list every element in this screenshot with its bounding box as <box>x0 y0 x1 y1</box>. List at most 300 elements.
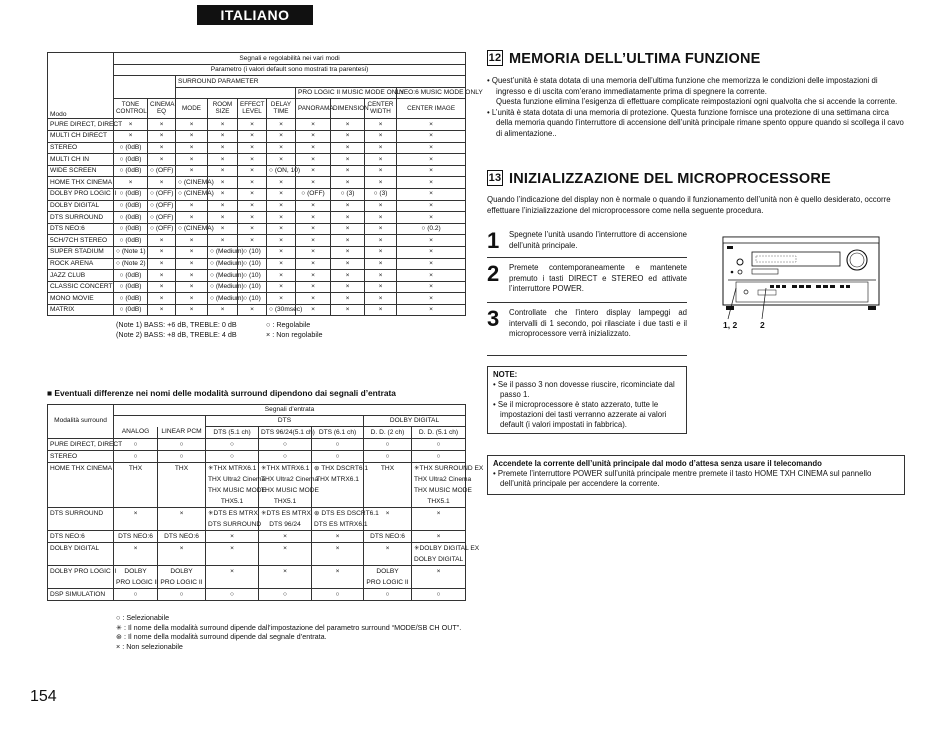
table2-value-cell <box>412 542 480 565</box>
table1-value-cell: × <box>331 223 365 235</box>
table2-row <box>48 438 466 450</box>
table1-value-cell: × <box>148 177 176 189</box>
table1-value-cell: × <box>238 177 267 189</box>
table2-value-line: ○ <box>283 452 287 460</box>
table2-value-cell <box>412 438 466 450</box>
table2-value-line: THX <box>380 464 395 472</box>
table1-value-cell: × <box>238 304 267 316</box>
table1-value-cell: × <box>296 246 331 258</box>
table1-value-cell: × <box>208 223 238 235</box>
section-13-title-text: INIZIALIZZAZIONE DEL MICROPROCESSORE <box>509 171 831 187</box>
table2-legend-item: ⊛ : Il nome della modalità surround dipende dal segnale d’entrata. <box>116 632 327 642</box>
table1-value-cell: ○ (Medium) <box>208 258 238 270</box>
table2-column-header: DTS 96/24(5.1 ch) <box>259 427 312 438</box>
table1-column-header: TONE CONTROL <box>114 99 148 119</box>
table1-value-cell: ○ (OFF) <box>148 200 176 212</box>
table2-value-cell <box>206 507 262 530</box>
table2-value-cell <box>364 462 412 507</box>
table1-value-cell: × <box>238 142 267 154</box>
table1-value-cell: × <box>267 246 296 258</box>
table2-mode-cell: DOLBY DIGITAL <box>48 542 114 565</box>
table1-value-cell: ○ (0dB) <box>114 188 148 200</box>
table2-value-line: DTS 96/24 <box>269 520 301 528</box>
table2-value-line: THX5.1 <box>273 497 297 505</box>
table1-value-cell: × <box>331 142 365 154</box>
table1-value-cell: × <box>365 281 397 293</box>
table2-value-line: × <box>335 532 340 540</box>
table2-value-cell <box>158 588 206 600</box>
table2-value-line: ○ <box>133 440 138 448</box>
step-1-text: Spegnete l’unità usando l’interruttore di accensione dell’unità principale. <box>509 230 687 250</box>
table2-value-line: × <box>133 544 138 552</box>
table1-row <box>48 212 466 224</box>
table2-value-line: × <box>335 567 340 575</box>
table2-value-cell <box>364 588 412 600</box>
table2-value-cell <box>259 565 312 588</box>
table1-value-cell: ○ (CINEMA) <box>176 223 208 235</box>
table2-column-header: ANALOG <box>114 427 158 438</box>
table1-value-cell: × <box>296 119 331 131</box>
table1-value-cell: × <box>397 142 466 154</box>
device-label-power: 1, 2 <box>723 320 738 330</box>
table1-mode-cell: HOME THX CINEMA <box>48 177 114 189</box>
table2-value-line: THX <box>174 464 189 472</box>
table2-value-cell <box>312 507 379 530</box>
table1-corner <box>48 76 114 88</box>
table2-value-line: × <box>283 532 287 540</box>
table1-value-cell: ○ (0dB) <box>114 212 148 224</box>
table1-value-cell: × <box>331 281 365 293</box>
table2-value-line: DOLBY DIGITAL <box>414 555 464 563</box>
table1-value-cell: × <box>176 142 208 154</box>
table1-value-cell: × <box>331 212 365 224</box>
power-on-title: Accendete la corrente dell’unità principale dal modo d’attesa senza usare il telecomando <box>493 459 822 468</box>
table1-value-cell: × <box>114 130 148 142</box>
table1-value-cell: × <box>397 130 466 142</box>
table1-mode-cell: ROCK ARENA <box>48 258 114 270</box>
table1-value-cell: × <box>148 304 176 316</box>
note-box <box>487 366 687 434</box>
table1-value-cell: × <box>208 304 238 316</box>
table2-value-cell <box>364 450 412 462</box>
table2-value-cell <box>312 450 364 462</box>
section-13-title <box>487 170 831 187</box>
table2-value-cell <box>412 588 466 600</box>
table2-value-cell <box>312 588 364 600</box>
table1-value-cell: × <box>296 293 331 305</box>
table2-value-line: THX5.1 <box>427 497 450 505</box>
table1-column-header: ROOM SIZE <box>208 99 238 119</box>
section-12-body <box>487 76 905 140</box>
table1-row <box>48 177 466 189</box>
table1-value-cell: × <box>114 177 148 189</box>
table2-value-line: DOLBY <box>124 567 147 575</box>
table2-value-cell <box>114 565 158 588</box>
table1-header-row <box>48 87 466 99</box>
table2-input-header: Segnali d’entrata <box>114 405 466 416</box>
table1-value-cell: × <box>148 258 176 270</box>
table2-value-line: ⊛ THX DSCRT6.1 <box>314 464 369 472</box>
table1-value-cell: × <box>397 119 466 131</box>
table1-value-cell: × <box>176 200 208 212</box>
table1-value-cell: × <box>397 304 466 316</box>
table1-value-cell: × <box>365 212 397 224</box>
table2-mode-cell: STEREO <box>48 450 114 462</box>
table1-value-cell: × <box>365 154 397 166</box>
table1-value-cell: × <box>397 270 466 282</box>
table1-mode-cell: MULTI CH IN <box>48 154 114 166</box>
table1-value-cell: × <box>267 119 296 131</box>
table1-value-cell: × <box>267 258 296 270</box>
table1-main-header: Segnali e regolabilità nei vari modi <box>114 53 466 65</box>
table2-legend-item: × : Non selezionabile <box>116 641 183 651</box>
table1-value-cell: × <box>331 293 365 305</box>
table2-value-line: DTS ES MTRX6.1 <box>314 520 368 528</box>
table1-value-cell: × <box>267 281 296 293</box>
table1-column-header: CENTER WIDTH <box>365 99 397 119</box>
table2-value-cell <box>259 438 312 450</box>
table2-value-cell <box>259 450 312 462</box>
step-divider <box>487 355 687 356</box>
table2-value-cell <box>158 542 206 565</box>
table2-mode-cell: DOLBY PRO LOGIC II <box>48 565 114 588</box>
table1-value-cell: ○ (Medium) <box>208 246 238 258</box>
table1-value-cell: × <box>238 119 267 131</box>
table2-value-line: × <box>179 509 184 517</box>
table1-mode-header: Modo <box>48 99 114 119</box>
table1-value-cell: ○ (0dB) <box>114 281 148 293</box>
table2-value-line: THX MUSIC MODE <box>261 486 319 494</box>
table1-column-header: DELAY TIME <box>267 99 296 119</box>
table1-value-cell: ○ (3) <box>365 188 397 200</box>
table1-row <box>48 304 466 316</box>
table1-value-cell: × <box>176 119 208 131</box>
step-1-number: 1 <box>487 228 500 253</box>
table1-value-cell: ○ (Medium) <box>208 281 238 293</box>
table1-value-cell: × <box>176 258 208 270</box>
table1-value-cell: × <box>296 235 331 247</box>
table1-mode-cell: CLASSIC CONCERT <box>48 281 114 293</box>
table2-value-line: ○ <box>230 590 234 598</box>
table2-value-cell <box>259 588 312 600</box>
table1-mode-cell: DTS NEO:6 <box>48 223 114 235</box>
table2-header-row <box>48 405 466 416</box>
table1-value-cell: × <box>148 119 176 131</box>
table1-value-cell: × <box>176 246 208 258</box>
table2-value-line: ✳THX MTRX6.1 <box>208 464 257 472</box>
table1-value-cell: ○ (OFF) <box>148 188 176 200</box>
table1-mode-cell: DTS SURROUND <box>48 212 114 224</box>
table2-value-line: ○ <box>283 590 287 598</box>
table2-legend <box>116 613 461 651</box>
table1-value-cell: ○ (OFF) <box>148 223 176 235</box>
table1-value-cell: × <box>208 188 238 200</box>
table1-mode-cell: STEREO <box>48 142 114 154</box>
table2-value-line: × <box>283 544 287 552</box>
table1-value-cell: × <box>331 304 365 316</box>
table2-value-line: THX Ultra2 Cinema <box>208 475 266 483</box>
table2-value-line: DTS NEO:6 <box>164 532 199 540</box>
table2-value-line: THX MUSIC MODE <box>414 486 472 494</box>
table1-value-cell: × <box>267 293 296 305</box>
table1-value-cell: × <box>176 235 208 247</box>
table1-row <box>48 200 466 212</box>
table2-value-line: ○ <box>335 440 340 448</box>
table1-value-cell: ○ (Note 1) <box>114 246 148 258</box>
table2-column-header: D. D. (2 ch) <box>364 427 412 438</box>
table2-value-line: ✳DOLBY DIGITAL EX <box>414 544 480 552</box>
table2-value-line: ✳THX MTRX6.1 <box>261 464 310 472</box>
table1-value-cell: × <box>267 130 296 142</box>
note-item-1: • Se il passo 3 non dovesse riuscire, ricominciate dal passo 1. <box>493 380 675 399</box>
table2-value-line: ○ <box>179 440 184 448</box>
section-12-title-text: MEMORIA DELL’ULTIMA FUNZIONE <box>509 51 761 67</box>
table2-value-line: ○ <box>335 590 340 598</box>
table2-value-cell <box>206 438 259 450</box>
table2-value-line: × <box>230 544 234 552</box>
table1-value-cell: ○ (10) <box>238 293 267 305</box>
table2-value-line: ✳DTS ES MTRX <box>261 509 311 517</box>
table2-value-line: × <box>230 532 234 540</box>
table1-value-cell: ○ (10) <box>238 281 267 293</box>
table1-value-cell: × <box>148 235 176 247</box>
table1-value-cell: × <box>238 165 267 177</box>
page-number: 154 <box>30 688 57 705</box>
table1-neo-header: NEO:6 MUSIC MODE ONLY <box>397 87 466 99</box>
table1-row <box>48 223 466 235</box>
table2-value-line: × <box>335 544 340 552</box>
table1-blank-header <box>114 87 176 99</box>
table1-value-cell: × <box>208 177 238 189</box>
table1-corner <box>48 53 114 65</box>
table1-mode-cell: JAZZ CLUB <box>48 270 114 282</box>
table2-value-line: × <box>283 567 287 575</box>
table1-value-cell: × <box>296 142 331 154</box>
device-label-buttons: 2 <box>760 320 765 330</box>
table1-value-cell: × <box>331 154 365 166</box>
table1-value-cell: × <box>238 154 267 166</box>
table1-surround-header: SURROUND PARAMETER <box>176 76 466 88</box>
table1-header-row <box>48 64 466 76</box>
table1-row <box>48 270 466 282</box>
table2-value-line: THX Ultra2 Cinema <box>261 475 319 483</box>
table1-mode-cell: DOLBY DIGITAL <box>48 200 114 212</box>
table1-value-cell: × <box>397 165 466 177</box>
table2-value-cell <box>312 565 364 588</box>
table2-value-cell <box>259 507 312 530</box>
table1-value-cell: ○ (0dB) <box>114 142 148 154</box>
section-13-intro: Quando l’indicazione del display non è normale o quando il funzionamento dell’unità non è quello desiderato, occorre effettuare l’inizializzazione del microprocessore come nella seguente procedura. <box>487 195 891 215</box>
table2-value-cell <box>158 462 206 507</box>
table1-row <box>48 188 466 200</box>
table2-value-line: THX MTRX6.1 <box>316 475 359 483</box>
table2-value-cell <box>158 438 206 450</box>
table2-legend-item: ✳ : Il nome della modalità surround dipende dall’impostazione del parametro surround “MODE/SB CH OUT”. <box>116 622 462 632</box>
table2-row <box>48 542 466 565</box>
table1-column-header-row <box>48 99 466 119</box>
step-divider <box>487 257 687 258</box>
table2-value-line: THX Ultra2 Cinema <box>414 475 472 483</box>
table1-value-cell: × <box>296 177 331 189</box>
table2-legend-item: ○ : Selezionabile <box>116 613 170 622</box>
table1-value-cell: × <box>331 130 365 142</box>
table2-value-cell <box>412 507 466 530</box>
step-divider <box>487 302 687 303</box>
table2-mode-cell: DTS NEO:6 <box>48 530 114 542</box>
table1-value-cell: × <box>365 258 397 270</box>
table1-value-cell: × <box>267 154 296 166</box>
section-12-title <box>487 50 761 67</box>
table2-value-cell <box>114 462 158 507</box>
section-12-bullet-1-cont: Questa funzione elimina l’esigenza di effettuare complicate reimpostazioni ogni qualvolta che si accende la corrente. <box>496 97 898 107</box>
table1-value-cell: × <box>331 165 365 177</box>
surround-mode-names-table <box>47 404 484 601</box>
table1-mode-cell: DOLBY PRO LOGIC II <box>48 188 114 200</box>
table1-row <box>48 142 466 154</box>
note-item-2: • Se il microprocessore è stato azzerato, tutte le impostazioni dei tasti verranno azzerate ai valori default (i valori impostati in fabbrica). <box>493 400 667 429</box>
table2-value-cell <box>206 462 266 507</box>
table2-mode-cell: DTS SURROUND <box>48 507 114 530</box>
table2-value-line: ○ <box>335 452 340 460</box>
table1-column-header: EFFECT LEVEL <box>238 99 267 119</box>
table1-value-cell: × <box>208 130 238 142</box>
table1-row <box>48 246 466 258</box>
table1-value-cell: × <box>238 188 267 200</box>
table2-value-line: ✳THX SURROUND EX <box>414 464 484 472</box>
table2-value-line: ○ <box>385 590 390 598</box>
table1-value-cell: × <box>238 212 267 224</box>
table2-value-line: ○ <box>436 590 441 598</box>
table2-value-cell <box>412 565 466 588</box>
table2-value-cell <box>158 507 206 530</box>
table1-value-cell: × <box>331 177 365 189</box>
table2-dts-header: DTS <box>206 416 364 427</box>
table1-value-cell: × <box>296 258 331 270</box>
table1-mode-cell: PURE DIRECT, DIRECT <box>48 119 114 131</box>
table1-value-cell: × <box>331 258 365 270</box>
table1-value-cell: ○ (0.2) <box>397 223 466 235</box>
step-3 <box>487 308 687 340</box>
table1-mode-cell: WIDE SCREEN <box>48 165 114 177</box>
table2-value-line: × <box>133 509 138 517</box>
table1-corner <box>48 64 114 76</box>
table1-value-cell: × <box>208 119 238 131</box>
table2-value-line: × <box>436 532 441 540</box>
table2-value-line: DTS NEO:6 <box>370 532 405 540</box>
table1-value-cell: × <box>397 235 466 247</box>
table2-value-line: × <box>385 544 390 552</box>
table1-value-cell: × <box>331 200 365 212</box>
table1-value-cell: × <box>148 281 176 293</box>
table2-column-header: DTS (5.1 ch) <box>206 427 259 438</box>
signal-adjust-table <box>47 52 483 316</box>
table2-value-cell <box>259 542 312 565</box>
table1-value-cell: × <box>365 223 397 235</box>
table1-value-cell: × <box>176 270 208 282</box>
table1-value-cell: × <box>296 281 331 293</box>
table2-value-cell <box>364 542 412 565</box>
table1-value-cell: × <box>238 235 267 247</box>
section-12-bullet-2: • L’unità è stata dotata di una memoria di protezione. Questa funzione fornisce una protezione di una settimana circa della memoria quando l’interruttore di accensione dell’unità principale rimane spento oppure quando si scollega il cavo di alimentazione.. <box>487 107 904 138</box>
table1-row <box>48 130 466 142</box>
table2-value-line: ○ <box>283 440 287 448</box>
table2-mode-cell: DSP SIMULATION <box>48 588 114 600</box>
table1-corner <box>48 87 114 99</box>
table1-value-cell: × <box>296 223 331 235</box>
table2-value-cell <box>312 462 369 507</box>
table2-value-line: × <box>230 567 234 575</box>
table2-value-line: DOLBY <box>376 567 399 575</box>
table2-value-cell <box>412 462 484 507</box>
table2-value-line: × <box>385 509 390 517</box>
table1-column-header: PANORAMA <box>296 99 331 119</box>
table1-mode-cell: MONO MOVIE <box>48 293 114 305</box>
table1-value-cell: × <box>267 188 296 200</box>
table2-value-line: PRO LOGIC II <box>116 578 159 586</box>
table1-value-cell: ○ (ON, 10) <box>267 165 296 177</box>
table2-row <box>48 565 466 588</box>
section-13-number: 13 <box>488 172 502 184</box>
table1-value-cell: × <box>397 258 466 270</box>
legend-adjustable: ○ : Regolabile <box>266 320 311 329</box>
table1-value-cell: × <box>397 246 466 258</box>
table1-value-cell: × <box>238 223 267 235</box>
table2-value-line: ⊛ DTS ES DSCRT6.1 <box>314 509 379 517</box>
table1-value-cell: × <box>296 212 331 224</box>
table2-value-cell <box>114 530 158 542</box>
table1-value-cell: ○ (Note 2) <box>114 258 148 270</box>
table1-column-header: CINEMA EQ <box>148 99 176 119</box>
table1-value-cell: × <box>267 142 296 154</box>
table1-value-cell: × <box>267 270 296 282</box>
table1-value-cell: × <box>365 293 397 305</box>
table2-value-line: ○ <box>133 590 138 598</box>
table2-value-cell <box>114 507 158 530</box>
table1-value-cell: × <box>148 246 176 258</box>
table2-value-line: × <box>436 567 441 575</box>
table1-notes <box>116 320 323 339</box>
table1-value-cell: × <box>331 246 365 258</box>
table1-value-cell: × <box>296 165 331 177</box>
table1-value-cell: × <box>267 200 296 212</box>
table2-value-line: ○ <box>179 590 184 598</box>
table2-dolby-header: DOLBY DIGITAL <box>364 416 466 427</box>
table1-value-cell: × <box>331 119 365 131</box>
table1-value-cell: ○ (0dB) <box>114 200 148 212</box>
table2-value-line: ○ <box>179 452 184 460</box>
table1-value-cell: × <box>176 293 208 305</box>
table2-value-line: ○ <box>230 440 234 448</box>
table1-value-cell: × <box>267 177 296 189</box>
table1-value-cell: ○ (OFF) <box>148 165 176 177</box>
table2-blank-header <box>114 416 206 427</box>
table1-value-cell: × <box>365 235 397 247</box>
table2-column-header: D. D. (5.1 ch) <box>412 427 466 438</box>
table1-value-cell: × <box>365 270 397 282</box>
table1-value-cell: × <box>208 212 238 224</box>
table1-column-header: MODE <box>176 99 208 119</box>
table2-value-line: DTS NEO:6 <box>118 532 153 540</box>
table2-value-cell <box>114 542 158 565</box>
table2-value-line: DOLBY <box>170 567 193 575</box>
step-3-number: 3 <box>487 306 500 331</box>
table2-value-cell <box>312 438 364 450</box>
table2-value-cell <box>158 530 206 542</box>
table2-column-header: DTS (6.1 ch) <box>312 427 364 438</box>
step-2-number: 2 <box>487 261 500 286</box>
table2-value-line: ✳DTS ES MTRX <box>208 509 258 517</box>
table1-value-cell: × <box>397 177 466 189</box>
